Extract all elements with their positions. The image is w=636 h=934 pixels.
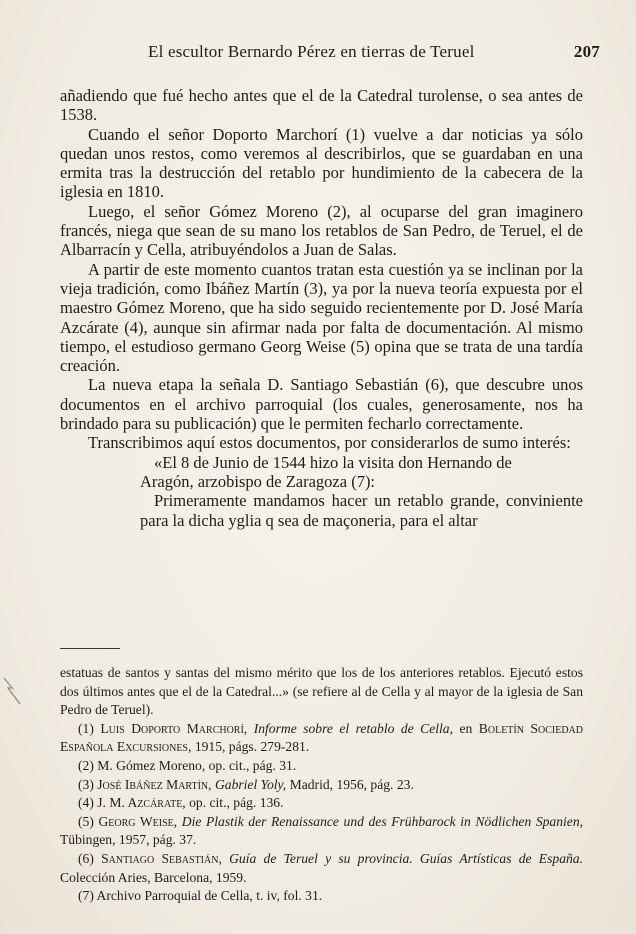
paragraph: Cuando el señor Doporto Marchorí (1) vuelve a dar noticias ya sólo quedan unos restos, como veremos al describirlos, que se guardaban en una ermita tras la destrucción del retablo por hundimiento de la cabecera de la iglesia en 1810. [60,124,583,202]
quote-line: Aragón, arzobispo de Zaragoza (7): [140,471,376,491]
paragraph: Transcribimos aquí estos documentos, por considerarlos de sumo interés: [88,433,571,453]
footnote-text: Madrid, 1956, pág. 23. [289,776,414,792]
footnote-1 [60,720,583,757]
footnote-text: en [459,720,473,736]
footnote-journal: Boletín Sociedad Española Excursiones, [60,720,583,755]
footnote-number: (3) [78,776,94,792]
block-quote [60,453,583,530]
footnote-title: Die Plastik der Renaissance und des Frühbarock in Nödlichen Spanien, [181,813,584,829]
footnote-text: M. Gómez Moreno, op. cit., pág. 31. [97,757,297,773]
footnote-number: (5) [78,813,94,829]
footnote-title: Gabriel Yoly, [214,776,287,792]
paragraph: A partir de este momento cuantos tratan esta cuestión ya se inclinan por la vieja tradición, como Ibáñez Martín (3), ya por la nueva teoría expuesta por el maestro Gómez Moreno, que ha sido seguido recientemente por D. José María Azcárate (4), aunque sin afirmar nada por falta de documentación. Al mismo tiempo, el estudioso germano Georg Weise (5) opina que se trata de una tardía creación. [60,259,583,376]
footnote-title: Informe sobre el retablo de Cella, [253,720,454,736]
footnote-number: (1) [78,720,94,736]
footnote-number: (7) [78,888,94,904]
footnote-divider [60,648,120,649]
quote-line: «El 8 de Junio de 1544 hizo la visita don Hernando de [154,452,512,472]
footnote-author: Georg Weise, [98,813,178,829]
running-title: El escultor Bernardo Pérez en tierras de Teruel [148,42,475,61]
footnotes [60,664,583,906]
footnote-text: Tübingen, 1957, pág. 37. [60,832,197,848]
footnote-text: Colección Aries, Barcelona, 1959. [60,869,247,885]
footnote-continuation: estatuas de santos y santas del mismo mérito que los de los anteriores retablos. Ejecutó estos dos últimos antes que el de la Catedral...» (se refiere al de Cella y al mayor de la iglesia de San Pedro de Teruel). [60,665,583,718]
running-header [148,42,600,66]
footnote-6 [60,850,583,887]
footnote-number: (4) [78,795,94,811]
footnote-text: Archivo Parroquial de Cella, t. iv, fol. 31. [96,888,323,904]
footnote-3 [60,776,583,795]
footnote-author: Santiago Sebastián, [101,850,222,866]
footnote-author: J. M. Azcárate, [97,795,186,811]
footnote-text: op. cit., pág. 136. [189,795,284,811]
footnote-7 [60,887,583,906]
quote-line: Primeramente mandamos hacer un retablo grande, conviniente para la dicha yglia q sea de maçoneria, para el altar [140,491,583,530]
footnote-author: José Ibáñez Martín, [97,776,212,792]
paragraph: añadiendo que fué hecho antes que el de la Catedral turolense, o sea antes de 1538. [60,86,583,125]
footnote-number: (2) [78,757,94,773]
footnote-text: 1915, págs. 279-281. [194,739,310,755]
page-number: 207 [573,42,600,61]
main-text [60,86,583,530]
pencil-mark-icon [2,676,22,706]
footnote-4 [60,794,583,813]
footnote-title: Guía de Teruel y su provincia. Guías Artísticas de España. [229,850,583,866]
paragraph: La nueva etapa la señala D. Santiago Sebastián (6), que descubre unos documentos en el archivo parroquial (los cuales, generosamente, nos ha brindado para su publicación) que le permiten fecharlo correctamente. [60,375,583,434]
footnote-author: Luis Doporto Marchorí, [100,720,248,736]
paragraph: Luego, el señor Gómez Moreno (2), al ocuparse del gran imaginero francés, niega que sean de su mano los retablos de San Pedro, de Teruel, el de Albarracín y Cella, atribuyéndolos a Juan de Salas. [60,201,583,260]
footnote-2 [60,757,583,776]
footnote-5 [60,813,583,850]
footnote-number: (6) [78,850,94,866]
